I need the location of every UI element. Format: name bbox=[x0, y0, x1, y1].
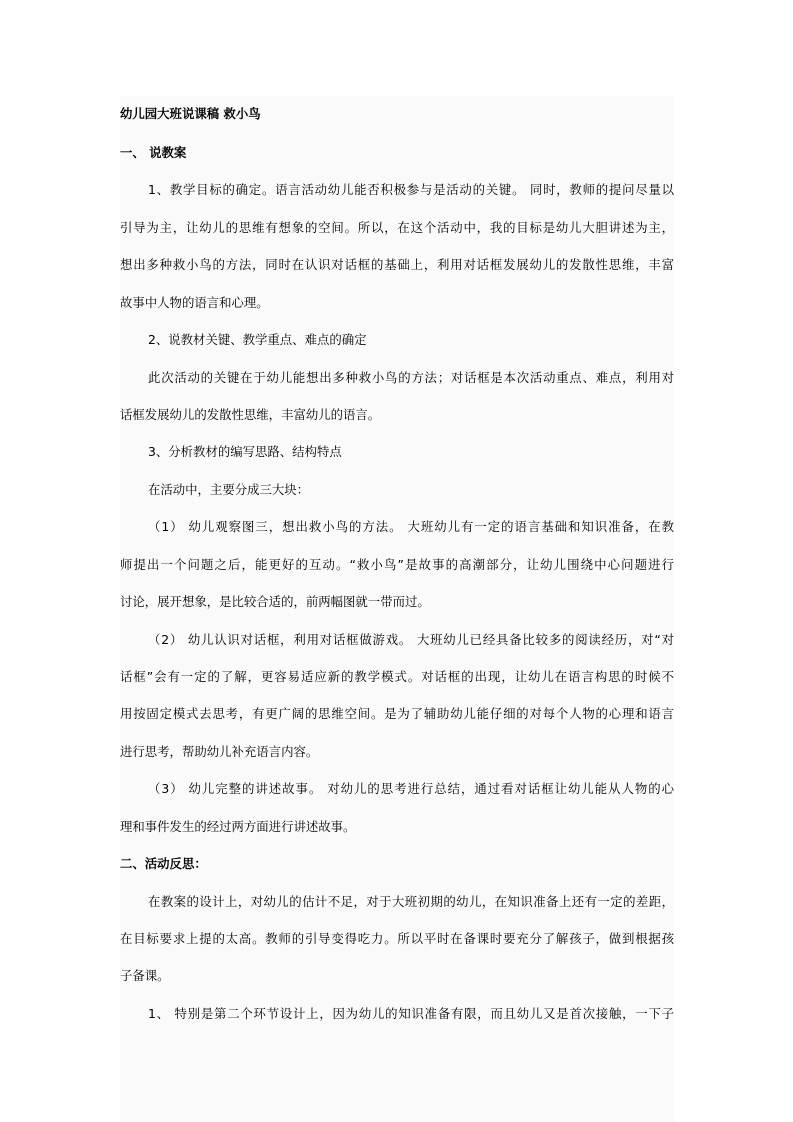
paragraph-line: 此次活动的关键在于幼儿能想出多种救小鸟的方法；对话框是本次活动重点、难点，利用对 bbox=[148, 370, 674, 385]
paragraph-line: 话框发展幼儿的发散性思维，丰富幼儿的语言。 bbox=[120, 407, 381, 422]
paragraph-line: 1、教学目标的确定。语言活动幼儿能否积极参与是活动的关键。 同时，教师的提问尽量以 bbox=[148, 182, 674, 197]
paragraph-line: 在教案的设计上，对幼儿的估计不足，对于大班初期的幼儿，在知识准备上还有一定的差距， bbox=[148, 894, 674, 909]
paragraph-line: 2、说教材关键、教学重点、难点的确定 bbox=[148, 332, 367, 347]
paragraph-line: 引导为主，让幼儿的思维有想象的空间。所以，在这个活动中，我的目标是幼儿大胆讲述为主， bbox=[120, 220, 674, 235]
paragraph-line: 师提出一个问题之后，能更好的互动。“救小鸟”是故事的高潮部分，让幼儿围绕中心问题进行 bbox=[120, 557, 674, 572]
section-heading-reflection: 二、活动反思： bbox=[120, 856, 207, 871]
document-title: 幼儿园大班说课稿 救小鸟 bbox=[120, 106, 261, 121]
section-heading-lesson-plan: 一、 说教案 bbox=[120, 145, 187, 160]
paragraph-line: 3、分析教材的编写思路、结构特点 bbox=[148, 444, 342, 459]
paragraph-line: 讨论，展开想象，是比较合适的，前两幅图就一带而过。 bbox=[120, 594, 430, 609]
paragraph-line: 用按固定模式去思考，有更广阔的思维空间。是为了辅助幼儿能仔细的对每个人物的心理和语言 bbox=[120, 706, 674, 721]
paragraph-line: 故事中人物的语言和心理。 bbox=[120, 295, 269, 310]
paragraph-line: （1） 幼儿观察图三，想出救小鸟的方法。 大班幼儿有一定的语言基础和知识准备，在教 bbox=[148, 519, 674, 534]
paragraph-line: 子备课。 bbox=[120, 968, 170, 983]
paragraph-line: 在目标要求上提的太高。教师的引导变得吃力。所以平时在备课时要充分了解孩子，做到根据孩 bbox=[120, 931, 674, 946]
paragraph-line: 1、 特别是第二个环节设计上，因为幼儿的知识准备有限，而且幼儿又是首次接触，一下子 bbox=[148, 1006, 674, 1021]
paragraph-line: （3） 幼儿完整的讲述故事。 对幼儿的思考进行总结，通过看对话框让幼儿能从人物的心 bbox=[148, 781, 674, 796]
paragraph-line: （2） 幼儿认识对话框，利用对话框做游戏。 大班幼儿已经具备比较多的阅读经历，对“对 bbox=[148, 632, 674, 647]
paragraph-line: 进行思考，帮助幼儿补充语言内容。 bbox=[120, 744, 319, 759]
paragraph-line: 话框”会有一定的了解，更容易适应新的教学模式。对话框的出现，让幼儿在语言构思的时候不 bbox=[120, 669, 674, 684]
paragraph-line: 想出多种救小鸟的方法，同时在认识对话框的基础上，利用对话框发展幼儿的发散性思维，丰富 bbox=[120, 257, 674, 272]
paragraph-line: 理和事件发生的经过两方面进行讲述故事。 bbox=[120, 819, 356, 834]
paragraph-line: 在活动中，主要分成三大块： bbox=[148, 482, 310, 497]
